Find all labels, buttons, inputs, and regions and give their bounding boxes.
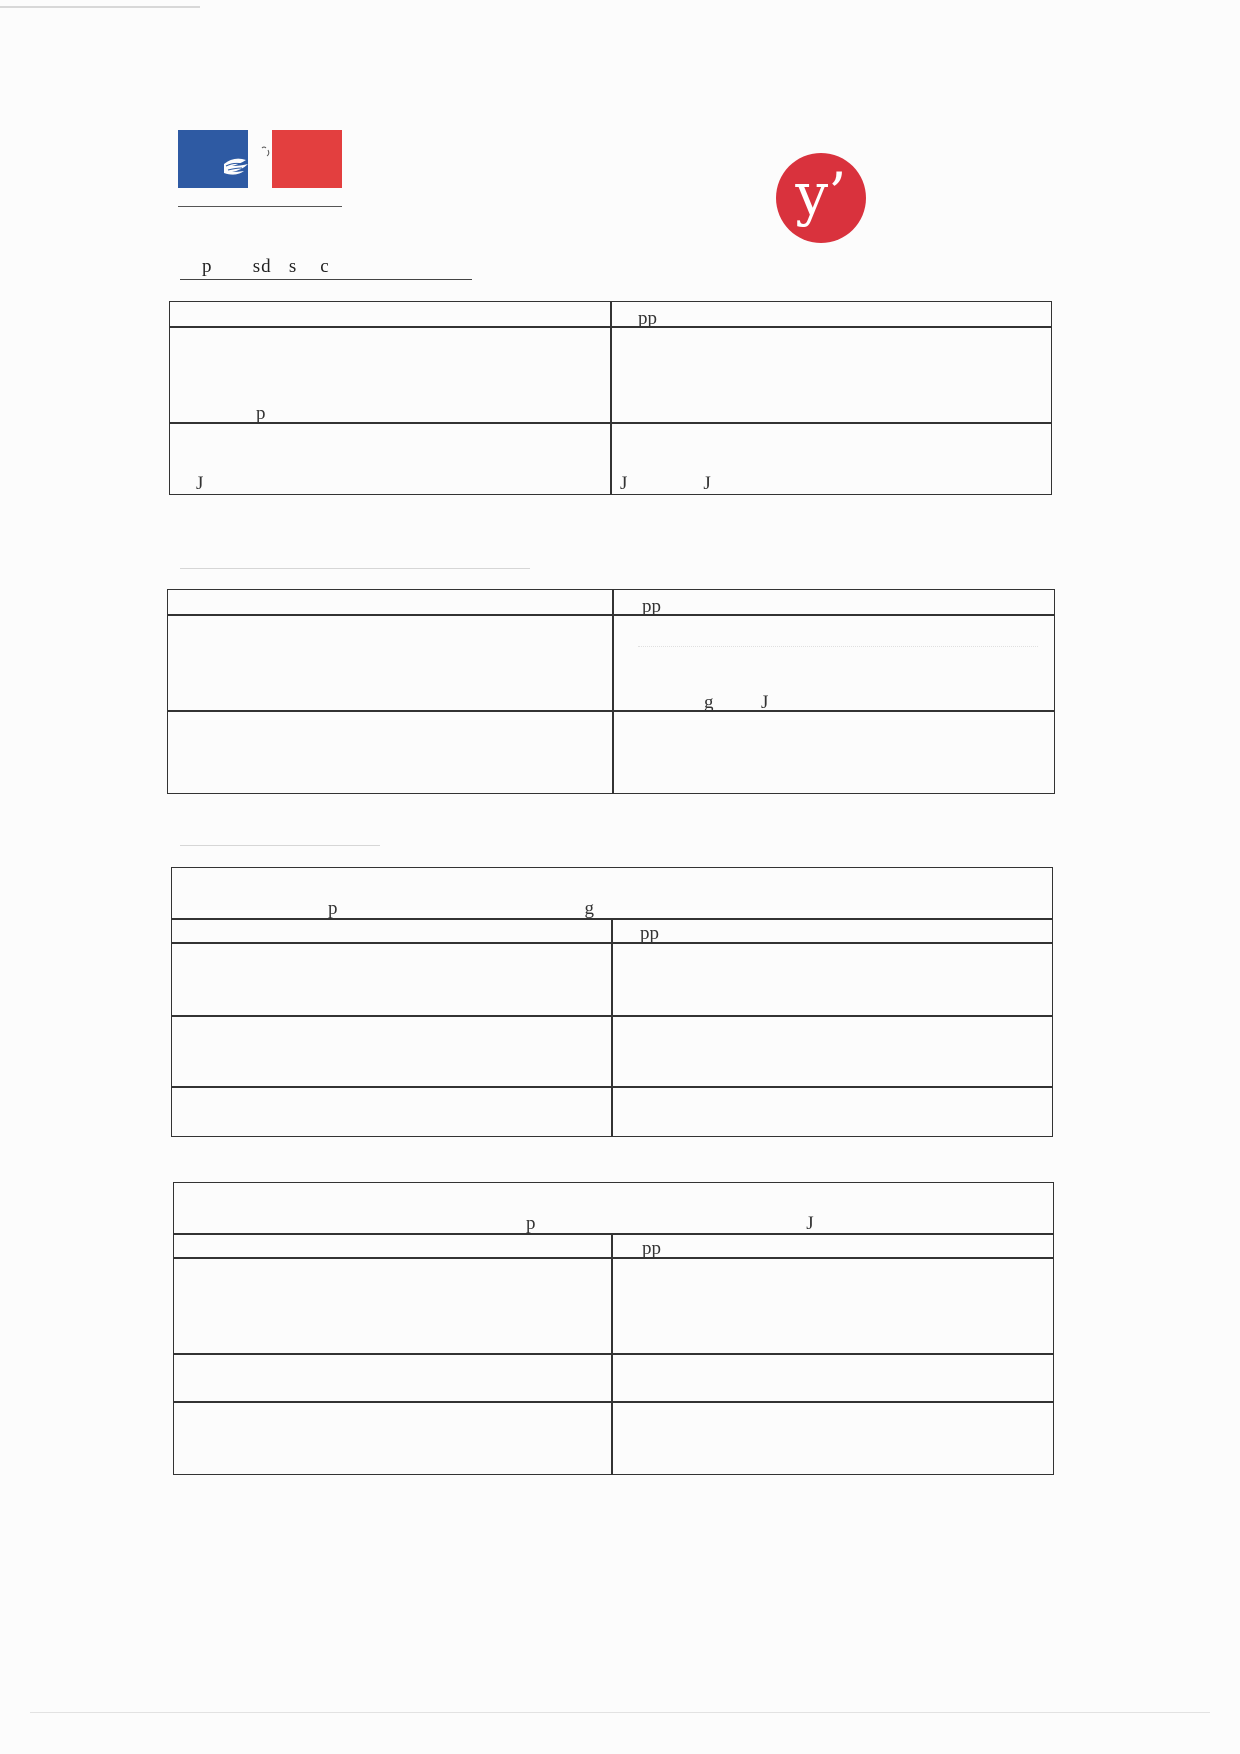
section3-title: p g [328, 898, 594, 919]
section2-heading [180, 545, 530, 569]
scan-edge-top [0, 6, 200, 8]
section1-heading-text: p sd s c [202, 256, 330, 277]
section1-row2-left: J [196, 473, 204, 494]
section4-header-divider [174, 1257, 1053, 1259]
marianne-profile-icon [216, 130, 286, 188]
section1-heading-underline [180, 279, 472, 280]
section3-heading [180, 824, 380, 846]
section2-column-divider [612, 590, 614, 793]
section3-heading-underline [180, 845, 380, 846]
section2-header-right: pp [642, 596, 661, 617]
scan-edge-bottom [30, 1712, 1210, 1713]
section2-header-divider [168, 614, 1054, 616]
section4-header-right: pp [642, 1238, 661, 1259]
faint-dotted-line [638, 646, 1038, 648]
section1-column-divider [610, 302, 612, 494]
y-logo-glyph: y’ [795, 160, 847, 228]
section1-row1-left: p [256, 403, 266, 424]
logo-rule [178, 206, 342, 207]
section3-header-right: pp [640, 923, 659, 944]
section2-table [167, 589, 1055, 794]
section1-header-right: pp [638, 308, 657, 329]
section4-row2-divider [174, 1401, 1053, 1403]
section3-column-divider [611, 919, 613, 1136]
section2-row-divider [168, 710, 1054, 712]
section4-table [173, 1182, 1054, 1475]
y-logo [776, 153, 866, 243]
section3-table [171, 867, 1053, 1137]
republique-francaise-logo [178, 130, 342, 230]
section4-title: p J [526, 1213, 814, 1234]
section4-column-divider [611, 1234, 613, 1474]
section2-row1-right: g J [704, 692, 769, 713]
section1-table [169, 301, 1052, 495]
section1-row2-right: J J [620, 473, 711, 494]
section2-heading-underline [180, 568, 530, 569]
section1-heading [180, 256, 472, 280]
section4-row1-divider [174, 1353, 1053, 1355]
